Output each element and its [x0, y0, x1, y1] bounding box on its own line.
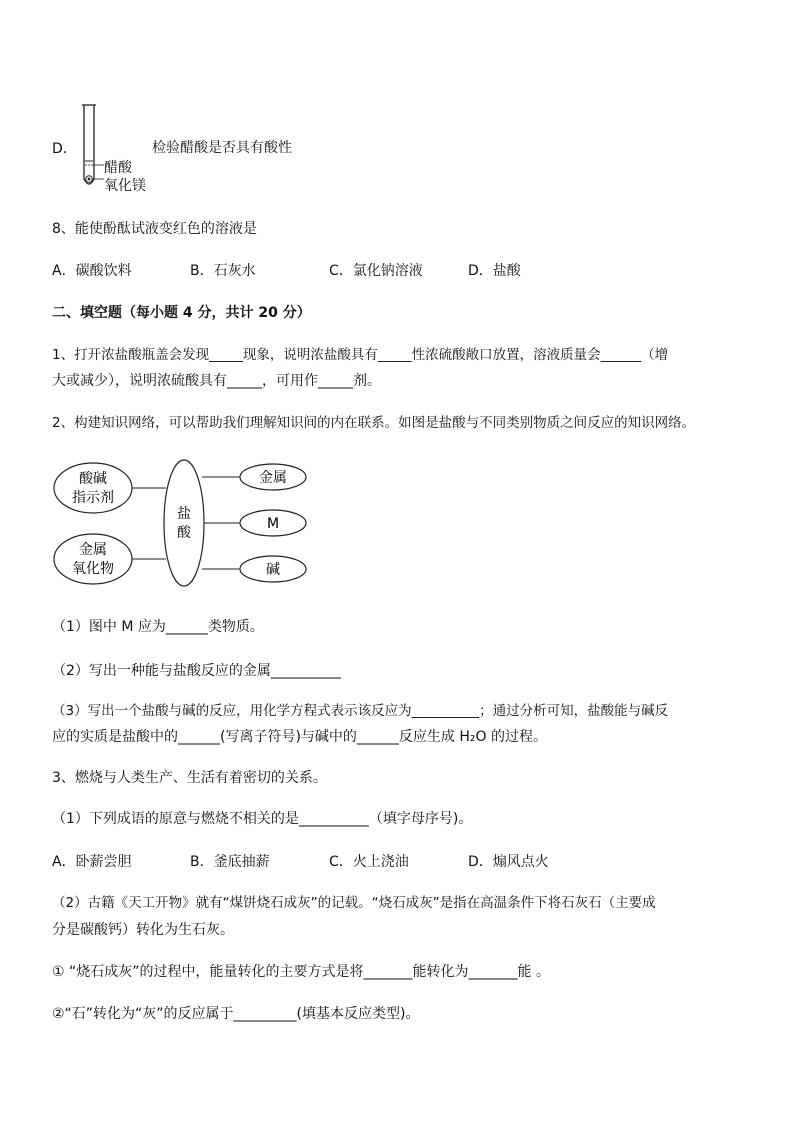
label-right-2: M [266, 516, 280, 532]
f2-p3-line1: （3）写出一个盐酸与碱的反应，用化学方程式表示该反应为__________；通过分析可知，盐酸能与碱反 [52, 703, 669, 719]
tube-label-top: 醋酸 [104, 160, 132, 176]
label-left-bottom-1: 金属 [79, 542, 107, 558]
f3-option-d: D．煽风点火 [468, 854, 549, 870]
f3-p1: （1）下列成语的原意与燃烧不相关的是__________（填字母序号)。 [52, 811, 473, 827]
f3-option-b: B．釜底抽薪 [190, 854, 270, 870]
label-left-top-2: 指示剂 [72, 490, 114, 506]
f2-p1: （1）图中 M 应为______类物质。 [52, 619, 264, 635]
f2-p3-line2: 应的实质是盐酸中的______(写离子符号)与碱中的______反应生成 H₂O 的过程。 [52, 729, 547, 745]
f3-p2-line2: 分是碳酸钙）转化为生石灰。 [52, 922, 234, 938]
q8-question: 8、能使酚酞试液变红色的溶液是 [52, 221, 257, 237]
label-left-top-1: 酸碱 [79, 471, 107, 487]
tube-label-bottom: 氧化镁 [104, 178, 146, 194]
f2-intro: 2、构建知识网络，可以帮助我们理解知识间的内在联系。如图是盐酸与不同类别物质之间反应的知识网络。 [52, 415, 696, 431]
section-heading: 二、填空题（每小题 4 分，共计 20 分） [52, 305, 311, 321]
label-right-3: 碱 [266, 562, 280, 578]
q8-option-b: B．石灰水 [190, 263, 256, 279]
f3-option-a: A．卧薪尝胆 [52, 854, 132, 870]
q8-option-a: A．碳酸饮料 [52, 263, 132, 279]
label-left-bottom-2: 氧化物 [72, 561, 114, 577]
f3-intro: 3、燃烧与人类生产、生活有着密切的关系。 [52, 770, 327, 786]
q8-option-d: D．盐酸 [468, 263, 521, 279]
label-center-2: 酸 [177, 525, 191, 541]
option-d-text: 检验醋酸是否具有酸性 [152, 140, 292, 156]
f3-s1: ① “烧石成灰”的过程中，能量转化的主要方式是将_______能转化为_______能 。 [52, 964, 550, 980]
node-hydrochloric-acid [164, 460, 204, 586]
f3-p2-line1: （2）古籍《天工开物》就有“煤饼烧石成灰”的记载。“烧石成灰”是指在高温条件下将石灰石（主要成 [52, 895, 656, 911]
f1-line2: 大或减少），说明浓硫酸具有_____，可用作_____剂。 [52, 373, 381, 389]
label-right-1: 金属 [259, 470, 287, 486]
f1-line1: 1、打开浓盐酸瓶盖会发现_____现象，说明浓盐酸具有_____性浓硫酸敞口放置，溶液质量会______（增 [52, 347, 669, 363]
q8-option-c: C．氯化钠溶液 [329, 263, 423, 279]
f2-p2: （2）写出一种能与盐酸反应的金属__________ [52, 663, 341, 679]
f3-option-c: C．火上浇油 [329, 854, 409, 870]
knowledge-network-diagram [50, 455, 320, 595]
f3-s2: ②“石”转化为“灰”的反应属于_________(填基本反应类型)。 [52, 1006, 420, 1022]
label-center-1: 盐 [177, 506, 191, 522]
option-d-letter: D． [52, 141, 77, 157]
test-tube-icon [84, 105, 94, 184]
